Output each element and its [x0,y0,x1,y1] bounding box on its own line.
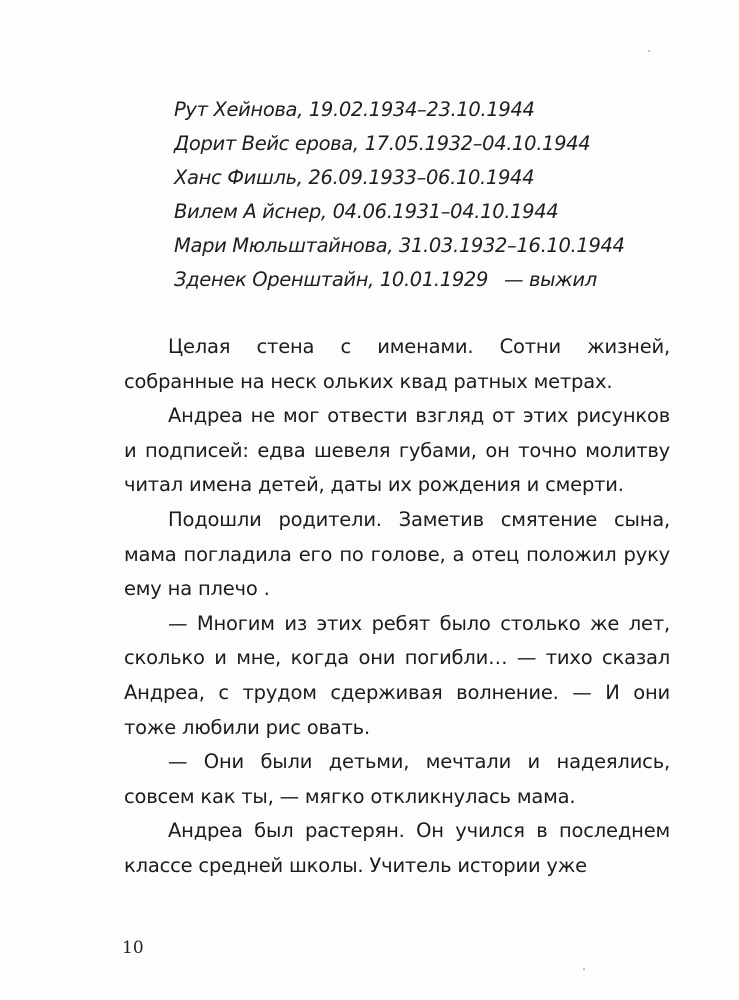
body-text [124,330,670,884]
scan-speck [648,50,650,52]
name-entry [174,161,694,195]
survived-note: — выжил [504,268,597,291]
name-entry-text: Рут Хейнова, 19.02.1934–23.10.1944 [174,98,535,121]
name-entry-text: Ханс Фишль, 26.09.1933–06.10.1944 [174,166,535,189]
paragraph: Подошли родители. Заметив смятение сына, мама погладила его по голове, а отец положил руку ему на плечо . [124,507,670,601]
name-entry [174,229,694,263]
name-entry [174,93,694,127]
paragraph: Андреа был растерян. Он учился в последнем классе средней школы. Учитель истории уже [124,819,670,877]
paragraph: — Многим из этих ребят было столько же лет, сколько и мне, когда они погибли… — тихо сказал Андреа, с трудом сдерживая волнение. — И они тоже любили рис овать. [124,611,670,739]
name-entry [174,195,694,229]
names-list [174,93,694,297]
name-entry-text: Мари Мюльштайнова, 31.03.1932–16.10.1944 [174,234,625,257]
paragraph: Андреа не мог отвести взгляд от этих рисунков и подписей: едва шевеля губами, он точно молитву читал имена детей, даты их рождения и смерти. [124,404,670,497]
page-number: 10 [122,938,144,958]
name-entry-text: Дорит Вейс ерова, 17.05.1932–04.10.1944 [174,132,591,155]
name-entry [174,127,694,161]
paragraph: — Они были детьми, мечтали и надеялись, совсем как ты, — мягко откликнулась мама. [124,750,670,808]
name-entry-text: Зденек Оренштайн, 10.01.1929 [174,268,488,291]
name-entry-text: Вилем А йснер, 04.06.1931–04.10.1944 [174,200,559,223]
scan-speck [583,968,585,970]
paragraph: Целая стена с именами. Сотни жизней, собранные на неск ольких квад ратных метрах. [124,335,670,393]
name-entry [174,263,694,297]
